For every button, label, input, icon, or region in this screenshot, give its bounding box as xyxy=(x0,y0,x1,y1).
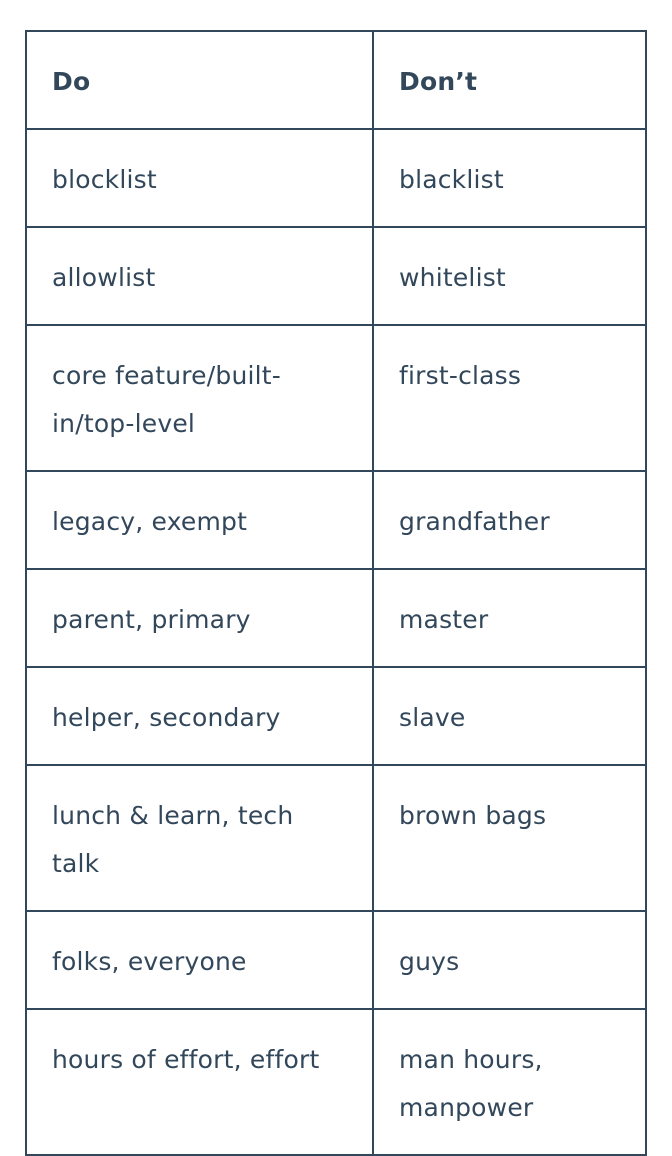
column-header-do: Do xyxy=(26,31,373,129)
table-row xyxy=(26,667,646,765)
dont-cell: first-class xyxy=(373,325,646,471)
do-dont-table xyxy=(25,30,647,1156)
table-row xyxy=(26,129,646,227)
dont-cell: blacklist xyxy=(373,129,646,227)
terminology-table-container xyxy=(25,30,645,1156)
table-row xyxy=(26,1009,646,1155)
dont-cell: man hours, manpower xyxy=(373,1009,646,1155)
dont-cell: master xyxy=(373,569,646,667)
table-row xyxy=(26,765,646,911)
do-cell: helper, secondary xyxy=(26,667,373,765)
do-cell: parent, primary xyxy=(26,569,373,667)
dont-cell: slave xyxy=(373,667,646,765)
table-row xyxy=(26,325,646,471)
table-header-row xyxy=(26,31,646,129)
do-cell: hours of effort, effort xyxy=(26,1009,373,1155)
do-cell: folks, everyone xyxy=(26,911,373,1009)
dont-cell: grandfather xyxy=(373,471,646,569)
do-cell: core feature/built-in/top-level xyxy=(26,325,373,471)
table-row xyxy=(26,569,646,667)
dont-cell: whitelist xyxy=(373,227,646,325)
do-cell: legacy, exempt xyxy=(26,471,373,569)
column-header-dont: Don’t xyxy=(373,31,646,129)
do-cell: blocklist xyxy=(26,129,373,227)
table-row xyxy=(26,227,646,325)
table-row xyxy=(26,911,646,1009)
do-cell: lunch & learn, tech talk xyxy=(26,765,373,911)
table-row xyxy=(26,471,646,569)
dont-cell: brown bags xyxy=(373,765,646,911)
dont-cell: guys xyxy=(373,911,646,1009)
do-cell: allowlist xyxy=(26,227,373,325)
